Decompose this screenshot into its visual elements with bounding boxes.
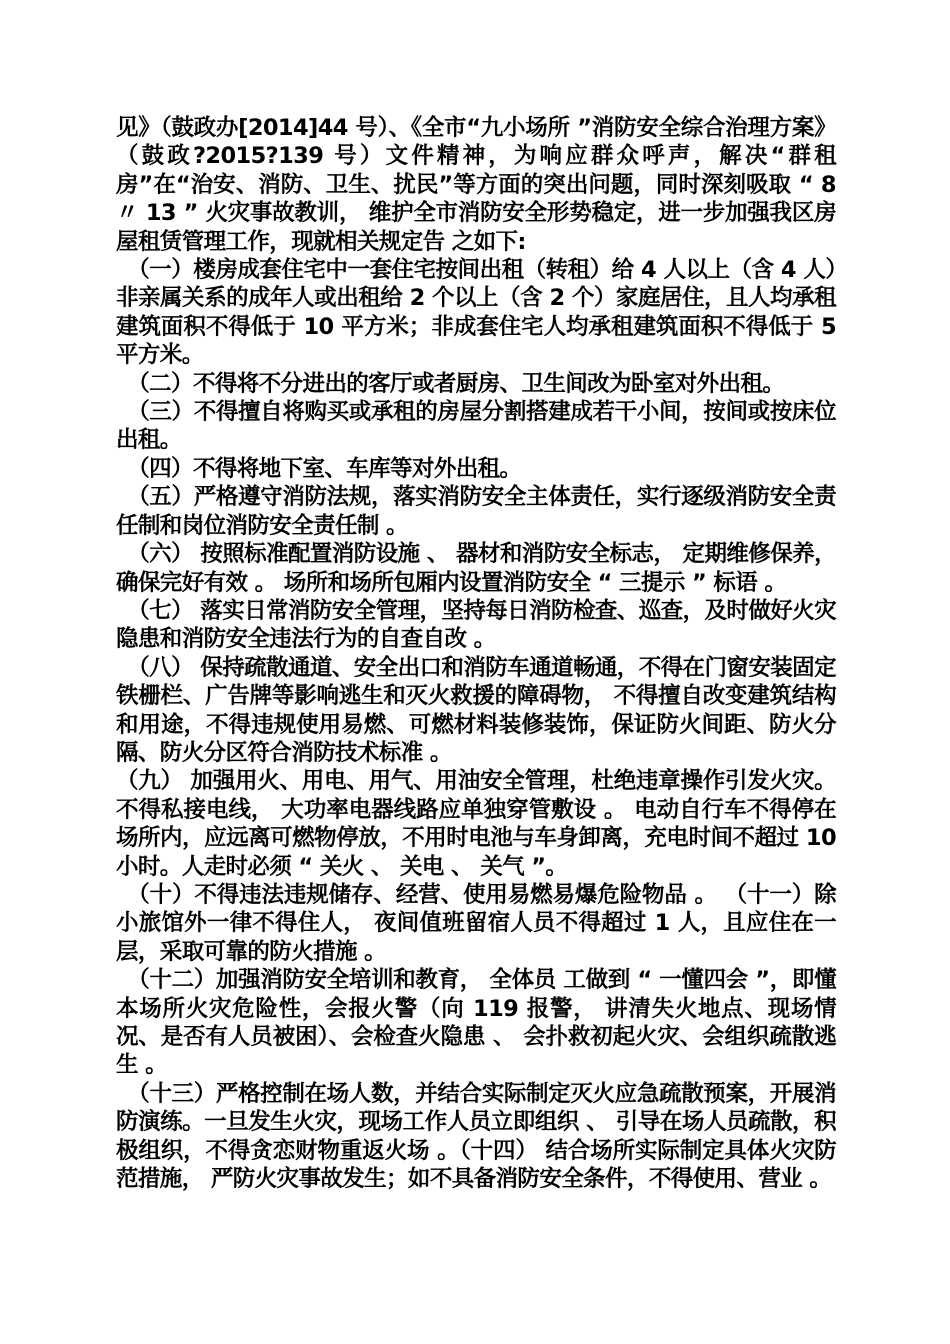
intro-paragraph: 见》（鼓政办[2014]44 号）、《全市“九小场所 ”消防安全综合治理方案》（鼓政?2015?139 号）文件精神，为响应群众呼声，解决“群租房”在“治安、消防、卫生、扰民”等方面的突出问题，同时深刻吸取 “ 8 〃 13 ” 火灾事故教训， 维护全市消防安全形势稳定，进一步加强我区房屋租赁管理工作，现就相关规定告 之如下: [116,115,836,255]
regulation-item-4: （四）不得将地下室、车库等对外出租。 [127,455,522,482]
regulation-item-5: （五）严格遵守消防法规，落实消防安全主体责任，实行逐级消防安全责任制和岗位消防安全责任制 。 [116,484,836,539]
regulation-item-8: （八） 保持疏散通道、安全出口和消防车通道畅通，不得在门窗安装固定铁栅栏、广告牌等影响逃生和灭火救援的障碍物， 不得擅自改变建筑结构和用途，不得违规使用易燃、可燃材料装修装饰，保证防火间距、防火分隔、防火分区符合消防技术标准 。 [116,654,836,766]
regulation-item-3: （三）不得擅自将购买或承租的房屋分割搭建成若干小间，按间或按床位出租。 [116,399,836,454]
regulation-item-2: （二）不得将不分进出的客厅或者厨房、卫生间改为卧室对外出租。 [127,370,785,397]
document-body [116,114,836,1193]
regulation-item-1: （一）楼房成套住宅中一套住宅按间出租（转租）给 4 人以上（含 4 人）非亲属关系的成年人或出租给 2 个以上（含 2 个）家庭居住，且人均承租建筑面积不得低于 10 平方米；非成套住宅人均承租建筑面积不得低于 5 平方米。 [116,257,836,369]
regulation-item-12: （十二）加强消防安全培训和教育， 全体员 工做到 “ 一懂四会 ”，即懂本场所火灾危险性，会报火警（向 119 报警， 讲清失火地点、现场情况、是否有人员被困）、会检查火隐患 、 会扑救初起火灾、会组织疏散逃生 。 [116,967,836,1079]
regulation-item-10-11: （十）不得违法违规储存、经营、使用易燃易爆危险物品 。 （十一）除小旅馆外一律不得住人， 夜间值班留宿人员不得超过 1 人，且应住在一层，采取可靠的防火措施 。 [116,881,836,965]
regulation-item-9: （九） 加强用火、用电、用气、用油安全管理，杜绝违章操作引发火灾。不得私接电线， 大功率电器线路应单独穿管敷设 。 电动自行车不得停在场所内，应远离可燃物停放，不用时电池与车身卸离，充电时间不超过 10 小时。人走时必须 “ 关火 、 关电 、 关气 ”。 [116,768,836,880]
regulation-item-7: （七） 落实日常消防安全管理，坚持每日消防检查、巡查，及时做好火灾隐患和消防安全违法行为的自查自改 。 [116,597,836,653]
regulation-item-6: （六） 按照标准配置消防设施 、 器材和消防安全标志， 定期维修保养， 确保完好有效 。 场所和场所包厢内设置消防安全 “ 三提示 ” 标语 。 [116,541,836,596]
regulation-item-13-14: （十三）严格控制在场人数，并结合实际制定灭火应急疏散预案，开展消防演练。一旦发生火灾，现场工作人员立即组织 、 引导在场人员疏散，积极组织，不得贪恋财物重返火场 。（十四） 结合场所实际制定具体火灾防范措施， 严防火灾事故发生；如不具备消防安全条件，不得使用、营业 。 [116,1080,836,1193]
